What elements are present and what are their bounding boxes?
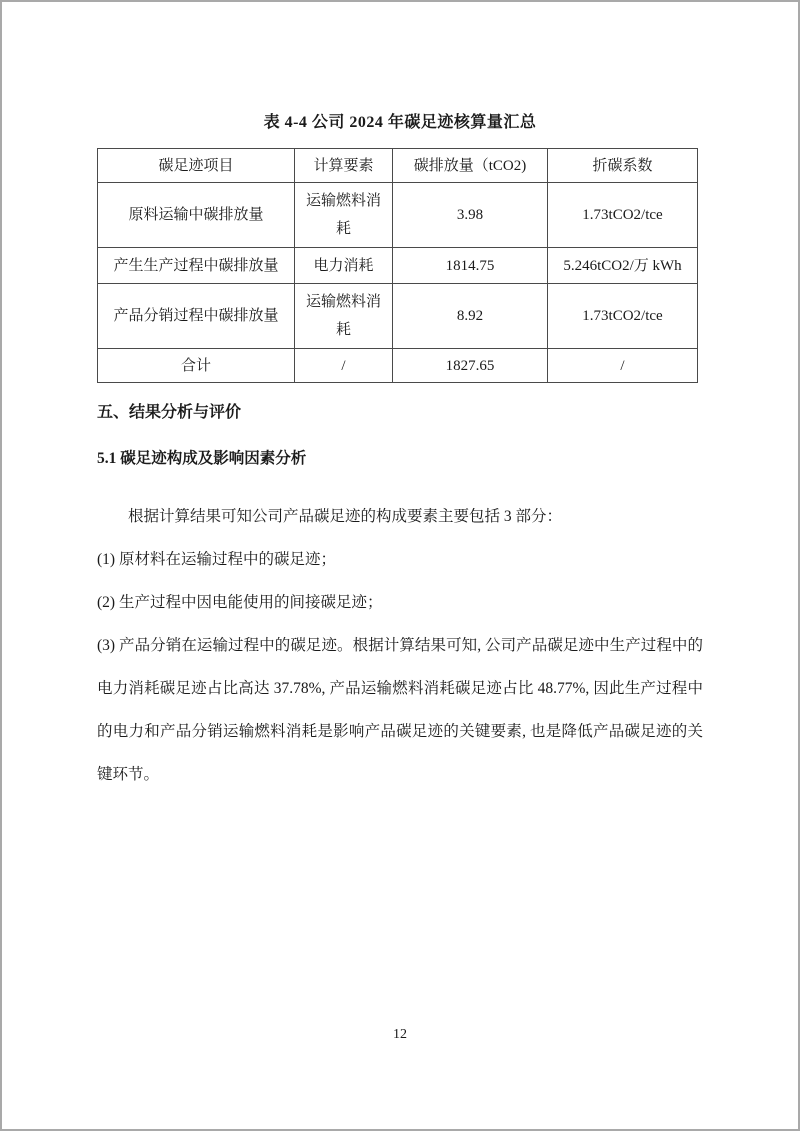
col-header-emissions: 碳排放量（tCO2) <box>393 149 548 183</box>
cell-factor: / <box>548 349 698 383</box>
cell-item: 合计 <box>98 349 295 383</box>
body-text <box>97 495 703 796</box>
table-row <box>98 284 698 349</box>
col-header-factor: 折碳系数 <box>548 149 698 183</box>
col-header-calc-element: 计算要素 <box>295 149 393 183</box>
table-caption: 表 4-4 公司 2024 年碳足迹核算量汇总 <box>263 114 537 131</box>
cell-factor: 5.246tCO2/万 kWh <box>548 248 698 284</box>
cell-emissions: 3.98 <box>393 183 548 248</box>
page-number: 12 <box>393 1027 407 1042</box>
cell-element: 运输燃料消耗 <box>295 284 393 349</box>
cell-emissions: 1827.65 <box>393 349 548 383</box>
section-heading: 五、结果分析与评价 <box>97 404 242 421</box>
paragraph-item2: (2) 生产过程中因电能使用的间接碳足迹； <box>97 594 383 611</box>
paragraph-item3: (3) 产品分销在运输过程中的碳足迹。根据计算结果可知, 公司产品碳足迹中生产过程中的电力消耗碳足迹占比高达 37.78%, 产品运输燃料消耗碳足迹占比 48.77%, 因此生产过程中的电力和产品分销运输燃料消耗是影响产品碳足迹的关键要素, 也是降低产品碳足迹的关键环节。 <box>97 637 703 783</box>
cell-element: / <box>295 349 393 383</box>
page-content <box>97 113 703 796</box>
paragraph-intro: 根据计算结果可知公司产品碳足迹的构成要素主要包括 3 部分： <box>128 508 563 525</box>
cell-factor: 1.73tCO2/tce <box>548 284 698 349</box>
cell-item: 产品分销过程中碳排放量 <box>98 284 295 349</box>
cell-factor: 1.73tCO2/tce <box>548 183 698 248</box>
subsection-heading: 5.1 碳足迹构成及影响因素分析 <box>97 450 307 467</box>
carbon-summary-table <box>97 148 698 383</box>
col-header-footprint-item: 碳足迹项目 <box>98 149 295 183</box>
paragraph-item1: (1) 原材料在运输过程中的碳足迹； <box>97 551 336 568</box>
table-header-row <box>98 149 698 183</box>
table-row <box>98 248 698 284</box>
cell-emissions: 1814.75 <box>393 248 548 284</box>
cell-element: 电力消耗 <box>295 248 393 284</box>
cell-emissions: 8.92 <box>393 284 548 349</box>
table-total-row <box>98 349 698 383</box>
table-row <box>98 183 698 248</box>
cell-item: 原料运输中碳排放量 <box>98 183 295 248</box>
cell-item: 产生生产过程中碳排放量 <box>98 248 295 284</box>
cell-element: 运输燃料消耗 <box>295 183 393 248</box>
